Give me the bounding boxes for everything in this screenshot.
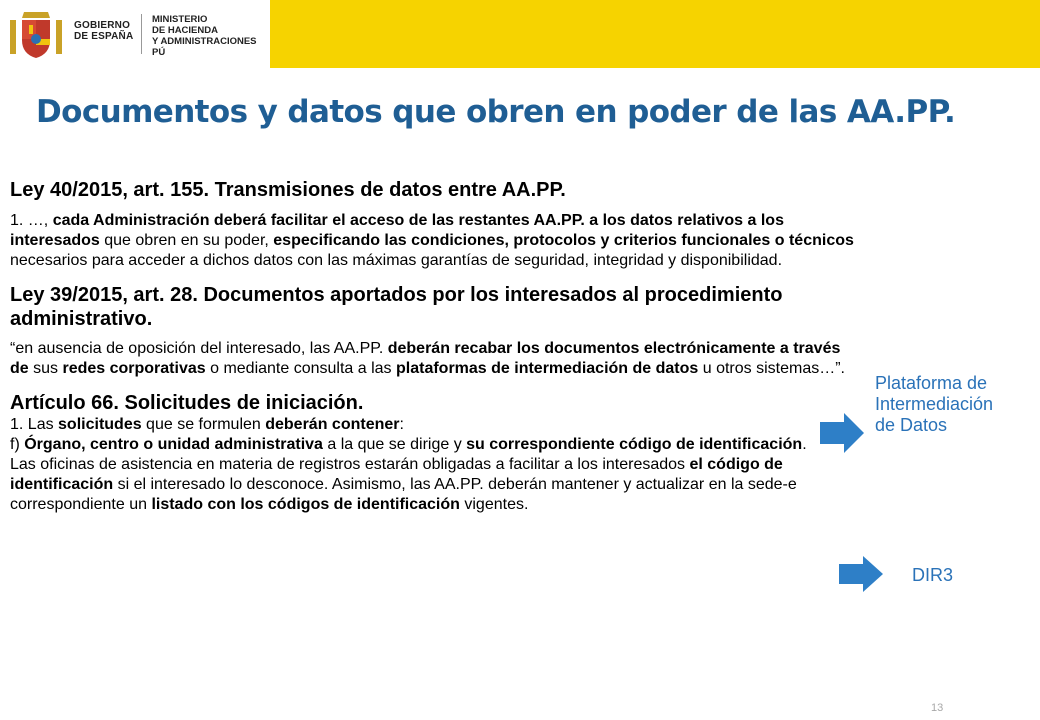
logo-divider [141,14,142,54]
slide-body [10,178,855,515]
platform-label: Plataforma de Intermediación de Datos [875,373,994,435]
right-arrow-icon [839,556,883,592]
bold-run: deberán recabar los documentos electrónicamente a través de [10,340,841,377]
right-arrow-icon [820,413,864,453]
text-run: necesarios para acceder a dichos datos con las máximas garantías de seguridad, integridad y disponibilidad. [10,252,783,269]
text-run: Las oficinas de asistencia en materia de registros estarán obligadas a facilitar a los interesados [10,456,690,473]
text-run: 1. …, [10,212,53,229]
text-run: o mediante consulta a las [205,360,396,377]
text-run: . [802,436,807,453]
bold-run: su correspondiente código de identificación [466,436,803,453]
coat-of-arms-icon [8,6,64,62]
section-articulo-66 [10,391,855,515]
header-bar [0,0,1040,68]
section-ley-40 [10,178,855,271]
text-run: que obren en su poder, [99,232,274,249]
text-run: sus [28,360,63,377]
bold-run: cada Administración deberá facilitar el acceso de las restantes AA.PP. a los datos relativos a los interesados [10,212,784,249]
text-run: “en ausencia de oposición del interesado, las AA.PP. [10,340,388,357]
section-heading: Ley 40/2015, art. 155. Transmisiones de datos entre AA.PP. [10,179,566,201]
section-heading: Artículo 66. Solicitudes de iniciación. [10,392,364,414]
text-run: : [399,416,404,433]
bold-run: plataformas de intermediación de datos [396,360,699,377]
text-run: si el interesado lo desconoce. Asimismo, las AA.PP. deberán mantener y actualizar en la sede-e correspondiente un [10,476,797,513]
slide-title: Documentos y datos que obren en poder de las AA.PP. [36,94,956,130]
page-number: 13 [931,702,944,714]
text-run: a la que se dirige y [322,436,467,453]
text-run: vigentes. [459,496,529,513]
bold-run: deberán contener [265,416,400,433]
text-run: que se formulen [141,416,266,433]
bold-run: el código de identificación [10,456,783,493]
dir3-label: DIR3 [912,565,954,585]
section-paragraph [10,455,855,515]
bold-run: solicitudes [58,416,142,433]
section-paragraph [10,435,855,455]
ministry-name: MINISTERIO DE HACIENDA Y ADMINISTRACIONES PÚ [152,14,257,58]
bold-run: redes corporativas [62,360,206,377]
text-run: u otros sistemas…”. [698,360,845,377]
section-paragraph [10,415,855,435]
bold-run: especificando las condiciones, protocolos y criterios funcionales o técnicos [273,232,854,249]
bold-run: Órgano, centro o unidad administrativa [24,436,323,453]
government-name: GOBIERNO DE ESPAÑA [74,20,134,42]
section-paragraph [10,211,855,271]
section-heading: Ley 39/2015, art. 28. Documentos aportados por los interesados al procedimiento administrativo. [10,284,783,330]
text-run: f) [10,436,25,453]
section-paragraph [10,339,855,379]
government-logo-block [0,0,270,68]
text-run: 1. Las [10,416,59,433]
bold-run: listado con los códigos de identificación [151,496,460,513]
section-ley-39 [10,283,855,379]
